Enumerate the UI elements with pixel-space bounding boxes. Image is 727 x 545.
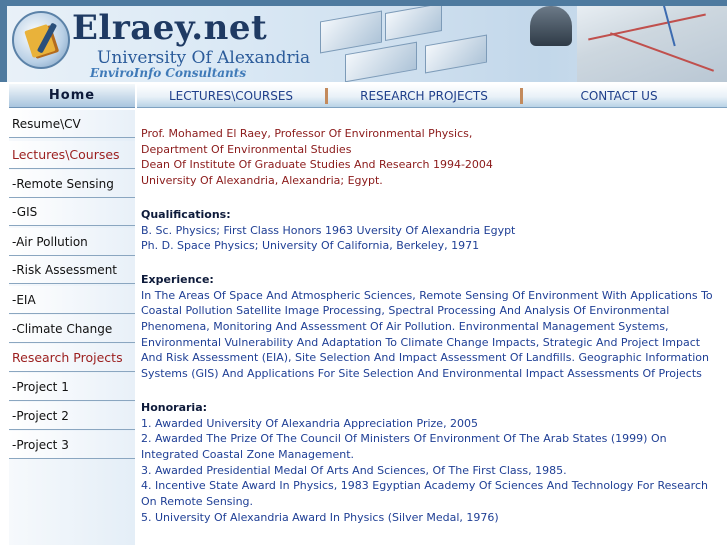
sidebar-item-eia[interactable]: -EIA [9, 286, 135, 314]
sidebar-item-resume-cv[interactable]: Resume\CV [9, 110, 135, 138]
sidebar-item-air-pollution[interactable]: -Air Pollution [9, 228, 135, 256]
site-title: Elraey.net [72, 8, 268, 48]
nav-contact-us[interactable]: CONTACT US [580, 89, 658, 103]
sidebar-item-project-3[interactable]: -Project 3 [9, 431, 135, 459]
qualification-line: Ph. D. Space Physics; University Of California, Berkeley, 1971 [141, 239, 480, 253]
intro-block [141, 126, 721, 189]
left-margin [0, 84, 9, 545]
qualification-line: B. Sc. Physics; First Class Honors 1963 Uversity Of Alexandria Egypt [141, 223, 516, 237]
experience-text: In The Areas Of Space And Atmospheric Sciences, Remote Sensing Of Environment With Applications To Coastal Pollution Satellite Image Processing, Spectral Processing And Analysis Of Environmental Phenomena, Monitoring And Assessment Of Air Pollution. Environmental Management Systems, Environmental Vulnerability And Adaptation To Climate Change Impacts, Strategic And Project Impact And Risk Assessment (EIA), Site Selection And Impact Assessment Of Landfills. Geographic Information Systems (GIS) And Applications For Site Selection And Environmental Impact Assessments Of Projects [141, 288, 713, 381]
intro-line: University Of Alexandria, Alexandria; Egypt. [141, 174, 383, 188]
header-banner [0, 0, 727, 82]
home-button[interactable]: Home [9, 84, 135, 108]
intro-line: Dean Of Institute Of Graduate Studies And Research 1994-2004 [141, 158, 493, 172]
sidebar-item-remote-sensing[interactable]: -Remote Sensing [9, 170, 135, 198]
sidebar-item-risk-assessment[interactable]: -Risk Assessment [9, 256, 135, 284]
sidebar-heading-lectures-courses[interactable]: Lectures\Courses [9, 141, 135, 169]
sidebar [9, 110, 135, 545]
honoraria-item: 4. Incentive State Award In Physics, 1983 Egyptian Academy Of Sciences And Technology For Research On Remote Sensing. [141, 479, 708, 509]
sidebar-item-project-1[interactable]: -Project 1 [9, 373, 135, 401]
main-content [141, 126, 721, 525]
honoraria-item: 5. University Of Alexandria Award In Physics (Silver Medal, 1976) [141, 510, 499, 524]
sidebar-item-climate-change[interactable]: -Climate Change [9, 315, 135, 343]
top-navigation [137, 84, 727, 108]
site-logo [12, 11, 70, 69]
honoraria-item: 3. Awarded Presidential Medal Of Arts And Sciences, Of The First Class, 1985. [141, 463, 567, 477]
sidebar-item-project-2[interactable]: -Project 2 [9, 402, 135, 430]
intro-line: Department Of Environmental Studies [141, 142, 352, 156]
honoraria-item: 1. Awarded University Of Alexandria Appreciation Prize, 2005 [141, 416, 479, 430]
experience-heading: Experience: [141, 272, 214, 286]
nav-research-projects[interactable]: RESEARCH PROJECTS [360, 89, 488, 103]
honoraria-heading: Honoraria: [141, 400, 208, 414]
sidebar-item-gis[interactable]: -GIS [9, 198, 135, 226]
honoraria-item: 2. Awarded The Prize Of The Council Of Ministers Of Environment Of The Arab States (1999) On Integrated Coastal Zone Management. [141, 432, 667, 461]
intro-line: Prof. Mohamed El Raey, Professor Of Environmental Physics, [141, 127, 473, 140]
site-tagline: EnviroInfo Consultants [90, 66, 247, 80]
nav-separator [325, 88, 328, 104]
nav-lectures-courses[interactable]: LECTURES\COURSES [168, 89, 294, 103]
site-subtitle: University Of Alexandria [97, 48, 311, 68]
sidebar-heading-research-projects[interactable]: Research Projects [9, 344, 135, 372]
qualifications-heading: Qualifications: [141, 207, 231, 221]
